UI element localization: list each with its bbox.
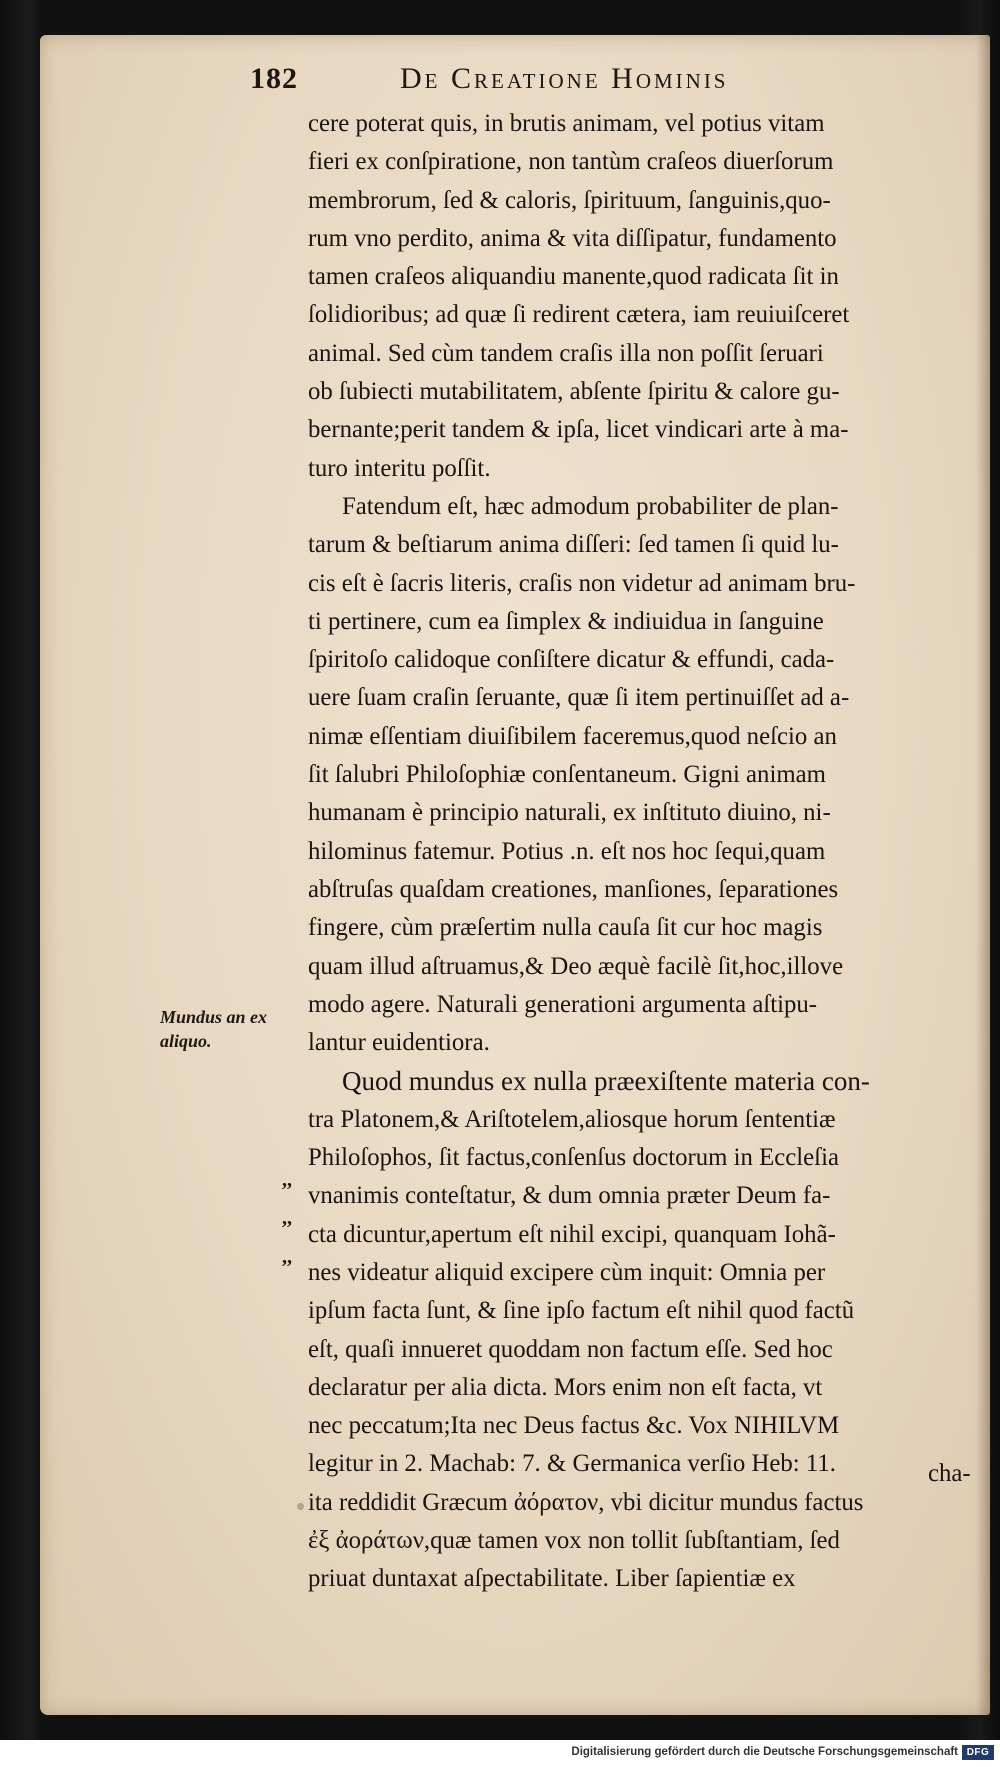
text-line: quam illud aſtruamus,& Deo æquè facilè ſit,hoc,illove [308, 952, 844, 980]
paragraph-start-line: Fatendum eſt, hæc admodum probabiliter de plan- [342, 492, 839, 520]
quote-mark: ,, [282, 1169, 292, 1191]
funding-credit: Digitalisierung gefördert durch die Deutsche Forschungsgemeinschaft [571, 1746, 958, 1758]
text-line: modo agere. Naturali generationi argumenta aſtipu- [308, 990, 818, 1018]
text-line: cere poterat quis, in brutis animam, vel potius vitam [308, 110, 825, 137]
quotation-markers [282, 1161, 306, 1276]
text-line: ob ſubiecti mutabilitatem, abſente ſpiritu & calore gu- [308, 378, 840, 406]
text-line: Philoſophos, ſit factus,conſenſus doctorum in Eccleſia [308, 1144, 839, 1172]
text-line: ti pertinere, cum ea ſimplex & indiuidua in ſanguine [308, 607, 824, 635]
text-line: vnanimis conteſtatur, & dum omnia præter Deum fa- [308, 1182, 831, 1210]
quote-mark: ,, [282, 1207, 292, 1230]
paragraph-start-line: Quod mundus ex nulla præexiſtente materia con- [342, 1066, 870, 1097]
text-line: uere ſuam craſin ſeruante, quæ ſi item pertinuiſſet ad a- [308, 684, 850, 712]
text-line: nec peccatum;Ita nec Deus factus &c. Vox NIHILVM [308, 1412, 840, 1440]
text-line: declaratur per alia dicta. Mors enim non eſt facta, vt [308, 1373, 823, 1401]
page-header [230, 58, 890, 108]
text-line: ſpiritoſo calidoque conſiſtere dicatur & effundi, cada- [308, 646, 835, 674]
catchword: cha- [928, 1460, 971, 1487]
text-line: membrorum, ſed & caloris, ſpirituum, ſanguinis,quo- [308, 186, 831, 214]
text-line: lantur euidentiora. [308, 1029, 490, 1057]
text-line: nes videatur aliquid excipere cùm inquit: Omnia per [308, 1258, 826, 1286]
text-line: fingere, cùm præſertim nulla cauſa ſit cur hoc magis [308, 914, 823, 942]
text-line: fieri ex conſpiratione, non tantùm craſeos diuerſorum [308, 148, 834, 176]
text-line: tamen craſeos aliquandiu manente,quod radicata ſit in [308, 263, 839, 291]
text-line: tarum & beſtiarum anima diſſeri: ſed tamen ſi quid lu- [308, 531, 839, 559]
marginal-note: Mundus an ex aliquo. [160, 1007, 268, 1051]
text-line: priuat duntaxat aſpectabilitate. Liber ſapientiæ ex [308, 1565, 796, 1593]
text-line: eſt, quaſi innueret quoddam non factum eſſe. Sed hoc [308, 1335, 833, 1363]
text-line: cta dicuntur,apertum eſt nihil excipi, quanquam Iohã- [308, 1220, 836, 1248]
text-line: cis eſt è ſacris literis, craſis non videtur ad animam bru- [308, 569, 856, 597]
text-line: abſtruſas quaſdam creationes, manſiones, ſeparationes [308, 875, 839, 903]
text-line: nimæ eſſentiam diuiſibilem faceremus,quod neſcio an [308, 722, 837, 750]
text-line: hilominus fatemur. Potius .n. eſt nos hoc ſequi,quam [308, 837, 826, 865]
paper-blemish [297, 1503, 304, 1510]
text-line: turo interitu poſſit. [308, 454, 491, 482]
text-line: ipſum facta ſunt, & ſine ipſo factum eſt nihil quod factũ [308, 1297, 855, 1325]
text-line: humanam è principio naturali, ex inſtituto diuino, ni- [308, 799, 831, 827]
text-line: ita reddidit Græcum ἀόρατον, vbi dicitur mundus factus [308, 1488, 864, 1516]
dfg-logo: DFG [962, 1745, 994, 1760]
text-line: bernante;perit tandem & ipſa, licet vindicari arte à ma- [308, 416, 849, 444]
running-title: De Creatione Hominis [400, 62, 729, 95]
quote-mark: ,, [282, 1245, 292, 1268]
text-line: ἐξ ἀοράτων,quæ tamen vox non tollit ſubſtantiam, ſed [308, 1526, 840, 1554]
text-line: rum vno perdito, anima & vita diſſipatur, fundamento [308, 224, 837, 252]
text-line: animal. Sed cùm tandem craſis illa non poſſit ſeruari [308, 339, 824, 367]
text-line: ſolidioribus; ad quæ ſi redirent cætera, iam reuiuiſceret [308, 301, 850, 329]
text-line: tra Platonem,& Ariſtotelem,aliosque horum ſententiæ [308, 1105, 836, 1133]
text-line: ſit ſalubri Philoſophiæ conſentaneum. Gigni animam [308, 761, 826, 789]
text-line: legitur in 2. Machab: 7. & Germanica verſio Heb: 11. [308, 1450, 836, 1478]
digitization-footer [0, 1740, 1000, 1767]
body-text [308, 105, 980, 1599]
page-number: 182 [250, 62, 298, 95]
